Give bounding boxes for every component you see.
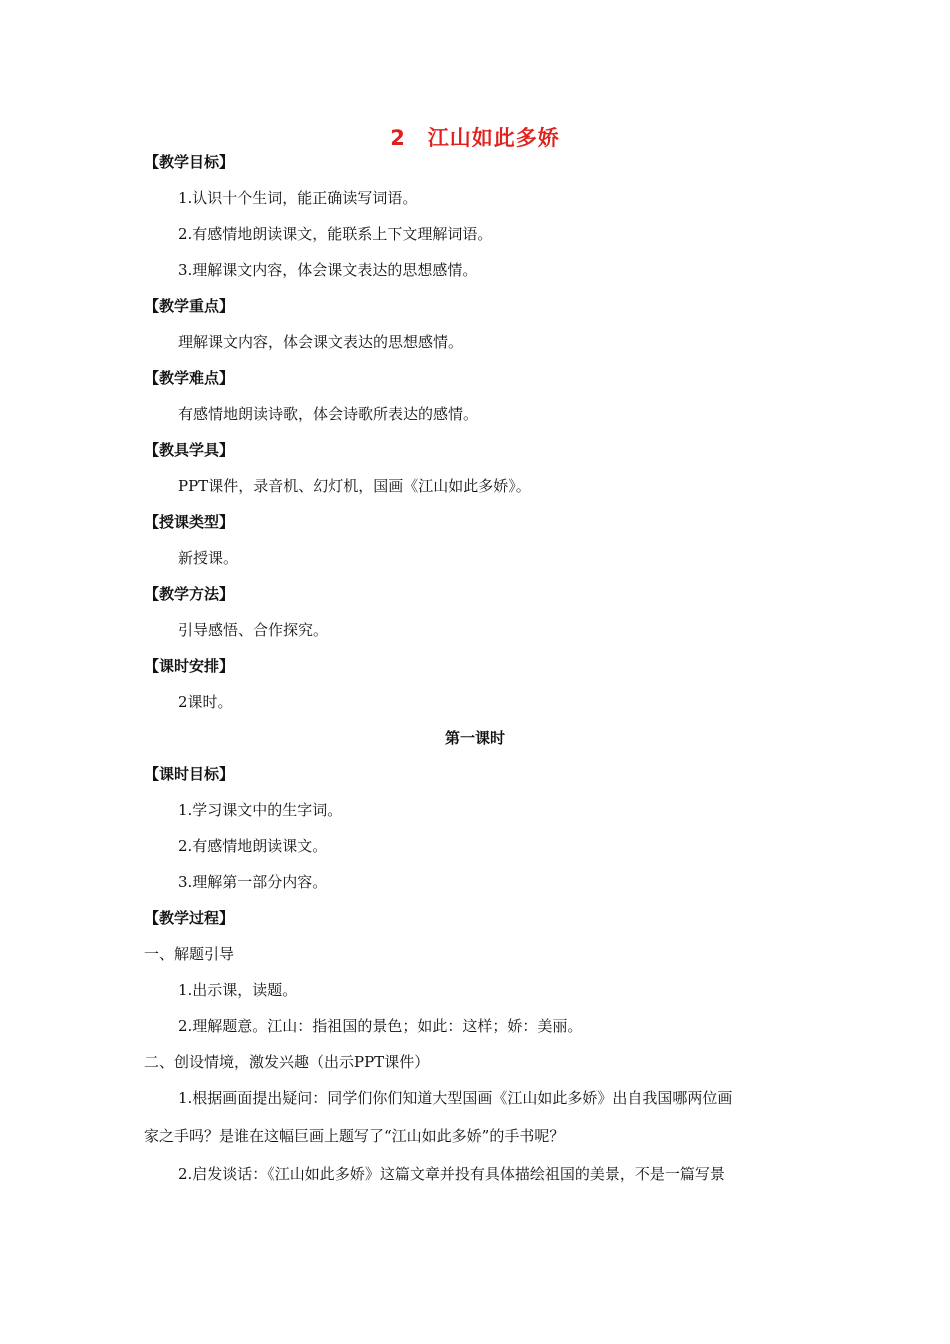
lesson-goal-item: 3.理解第一部分内容。 (178, 873, 328, 891)
process-item: 1.出示课，读题。 (178, 981, 298, 999)
process-item-continued: 家之手吗？是谁在这幅巨画上题写了“江山如此多娇”的手书呢？ (144, 1127, 565, 1145)
lesson-goal-item: 1.学习课文中的生字词。 (178, 801, 343, 819)
method-text: 引导感悟、合作探究。 (178, 621, 329, 639)
heading-lesson-goals: 【课时目标】 (144, 765, 235, 783)
goal-item: 3.理解课文内容，体会课文表达的思想感情。 (178, 261, 478, 279)
heading-lesson-type: 【授课类型】 (144, 513, 235, 531)
heading-process: 【教学过程】 (144, 909, 235, 927)
process-item: 1.根据画面提出疑问：同学们你们知道大型国画《江山如此多娇》出自我国哪两位画 (178, 1089, 733, 1107)
process-part-one: 一、解题引导 (144, 945, 235, 963)
page-title: 2 江山如此多娇 (390, 126, 560, 150)
heading-method: 【教学方法】 (144, 585, 235, 603)
difficulty-text: 有感情地朗读诗歌，体会诗歌所表达的感情。 (178, 405, 479, 423)
process-part-two: 二、创设情境，激发兴趣（出示PPT课件） (144, 1053, 430, 1071)
heading-teaching-goals: 【教学目标】 (144, 153, 235, 171)
goal-item: 1.认识十个生词，能正确读写词语。 (178, 189, 418, 207)
lesson-one-title: 第一课时 (444, 729, 505, 747)
tools-text: PPT课件，录音机、幻灯机，国画《江山如此多娇》。 (178, 477, 531, 495)
process-item: 2.理解题意。江山：指祖国的景色；如此：这样；娇：美丽。 (178, 1017, 583, 1035)
heading-tools: 【教具学具】 (144, 441, 235, 459)
key-point-text: 理解课文内容，体会课文表达的思想感情。 (178, 333, 464, 351)
heading-key-point: 【教学重点】 (144, 297, 235, 315)
schedule-text: 2课时。 (178, 693, 233, 711)
process-item: 2.启发谈话：《江山如此多娇》这篇文章并投有具体描绘祖国的美景，不是一篇写景 (178, 1165, 725, 1183)
lesson-goal-item: 2.有感情地朗读课文。 (178, 837, 328, 855)
goal-item: 2.有感情地朗读课文，能联系上下文理解词语。 (178, 225, 493, 243)
heading-schedule: 【课时安排】 (144, 657, 235, 675)
lesson-type-text: 新授课。 (178, 549, 239, 567)
heading-difficulty: 【教学难点】 (144, 369, 235, 387)
